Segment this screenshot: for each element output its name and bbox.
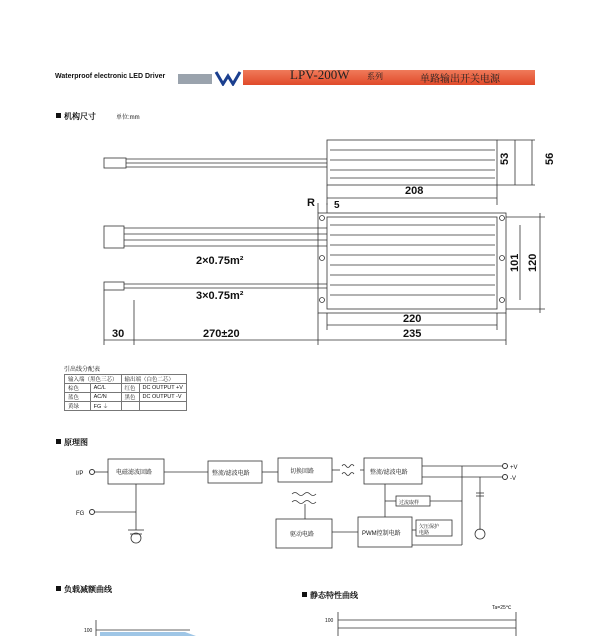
dim-235: 235 — [403, 328, 422, 340]
dim-5: 5 — [334, 200, 340, 211]
emi-label: 电磁滤波回路 — [116, 470, 153, 476]
dim-220: 220 — [403, 313, 422, 325]
unit-label: 单位:mm — [116, 115, 140, 121]
dim-120: 120 — [527, 253, 539, 272]
section-title: 原理图 — [64, 438, 88, 447]
dim-208: 208 — [405, 185, 424, 197]
table-cell: 黄绿 — [65, 402, 91, 411]
fg-label: FG — [76, 511, 85, 517]
protect-label-2: 电路 — [419, 530, 430, 536]
dim-56: 56 — [544, 152, 556, 165]
model-name: LPV-200W — [290, 67, 350, 82]
table-header: 输入端（黑色三芯） — [65, 375, 122, 384]
table-header: 输出端（白色二芯） — [121, 375, 186, 384]
pwm-label: PWM控制电路 — [362, 531, 401, 537]
brand-text: Waterproof electronic LED Driver — [55, 73, 166, 80]
temperature-label: Ta=25℃ — [492, 605, 512, 611]
dim-270: 270±20 — [203, 328, 240, 340]
derating-tick-100: 100 — [84, 628, 93, 634]
protect-label: 欠压保护 — [419, 524, 440, 530]
wire-table-caption: 引出线分配表 — [64, 367, 101, 373]
table-cell: DC OUTPUT +V — [139, 384, 186, 393]
dim-101: 101 — [509, 253, 521, 272]
table-cell: AC/L — [90, 384, 121, 393]
dim-30: 30 — [112, 328, 125, 340]
table-cell: AC/N — [90, 393, 121, 402]
vminus-label: -V — [510, 476, 516, 482]
static-tick-100: 100 — [325, 618, 334, 624]
table-cell: 红色 — [121, 384, 139, 393]
rect1-label: 整流/滤波电路 — [212, 471, 250, 477]
table-cell: FG ⏚ — [90, 402, 121, 411]
table-cell: 棕色 — [65, 384, 91, 393]
derating-area — [100, 632, 196, 636]
drive-label: 驱动电路 — [290, 532, 315, 538]
dim-r: R — [307, 197, 315, 209]
table-cell: 黑色 — [121, 393, 139, 402]
wire-dc-label: 3×0.75m² — [196, 290, 244, 302]
series-label: 系列 — [367, 72, 383, 81]
vplus-label: +V — [510, 465, 518, 471]
detect-label: 过流取样 — [399, 500, 420, 506]
input-label: I/P — [76, 471, 84, 477]
rect2-label: 整流/滤波电路 — [370, 470, 408, 476]
section-title: 静态特性曲线 — [310, 591, 358, 600]
table-cell: DC OUTPUT -V — [139, 393, 186, 402]
dim-53: 53 — [499, 152, 511, 165]
table-cell: 蓝色 — [65, 393, 91, 402]
section-title: 机构尺寸 — [64, 112, 96, 121]
wire-ac-label: 2×0.75m² — [196, 255, 244, 267]
product-description: 单路输出开关电源 — [420, 74, 500, 85]
section-title: 负载减额曲线 — [64, 585, 112, 594]
switch-label: 切换回路 — [290, 469, 315, 475]
